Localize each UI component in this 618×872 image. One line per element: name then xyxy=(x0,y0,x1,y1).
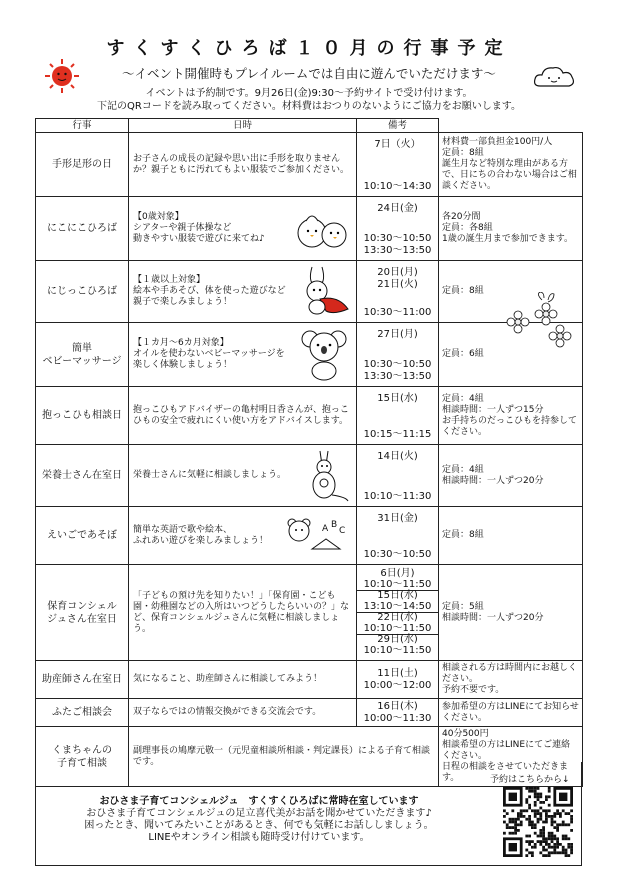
event-date: 14日(火) xyxy=(377,451,418,462)
event-description: 絵本や手あそび、体を使った遊びなど 親子で楽しみましょう！ xyxy=(133,286,286,307)
event-name: 簡単 ベビーマッサージ xyxy=(36,323,129,387)
footer-line-1: おひさま子育てコンシェルジュの足立喜代美がお話を聞かせていただきます♪ xyxy=(86,808,432,819)
event-description: お子さんの成長の記録や思い出に手形を取りませんか？親子ともに汚れてもよい服装でご参加ください。 xyxy=(133,153,350,175)
event-date: 31日(金) xyxy=(377,513,418,524)
svg-text:B: B xyxy=(331,520,338,530)
event-notes: 定員：8組 xyxy=(439,507,583,565)
event-datetime xyxy=(357,445,439,507)
event-time: 10:30～11:00 xyxy=(363,307,432,318)
event-name: にじっこひろば xyxy=(36,261,129,323)
event-name: 助産師さん在室日 xyxy=(36,661,129,699)
date-slot: 22日(水) 10:10～11:50 xyxy=(357,613,438,635)
page-subtitle: ～イベント開催時もプレイルームでは自由に遊んでいただけます～ xyxy=(122,66,496,81)
event-notes: 定員：4組 相談時間：一人ずつ15分 お手持ちのだっこひもを持参してください。 xyxy=(439,387,583,445)
event-date: 20日(月) 21日(火) xyxy=(377,267,418,290)
event-datetime xyxy=(357,565,439,661)
event-datetime xyxy=(357,507,439,565)
event-row-nikoniko xyxy=(36,197,583,261)
event-date: 16日(木) xyxy=(377,700,418,712)
event-date: 24日(金) xyxy=(377,203,418,214)
event-date: 11日(土) xyxy=(377,667,418,679)
header-notes: 備考 xyxy=(357,119,439,133)
event-description-cell xyxy=(129,699,357,727)
event-name: 栄養士さん在室日 xyxy=(36,445,129,507)
event-row-handprint xyxy=(36,133,583,197)
event-name: くまちゃんの 子育て相談 xyxy=(36,727,129,787)
event-notes: 定員：8組 xyxy=(439,261,583,323)
event-description: 「子どもの預け先を知りたい！」「保育園・こども園・幼稚園などの入所はいつどうしたらいいの？」など、保育コンシェルジュさんに気軽に相談しましょう。 xyxy=(133,590,350,634)
event-time: 10:10～14:30 xyxy=(363,181,432,192)
event-description-cell xyxy=(129,445,357,507)
event-name: にこにこひろば xyxy=(36,197,129,261)
event-description-cell xyxy=(129,197,357,261)
schedule-table xyxy=(35,118,583,787)
event-description-cell xyxy=(129,565,357,661)
event-description-cell xyxy=(129,387,357,445)
event-target-tag: 【0歳対象】 xyxy=(133,212,184,222)
event-datetime xyxy=(357,387,439,445)
date-slot: 15日(水) 13:10～14:50 xyxy=(357,591,438,613)
event-time: 10:00～12:00 xyxy=(363,679,432,691)
event-row-twins xyxy=(36,699,583,727)
footer-line-2: 困ったとき、聞いてみたいことがあるとき、何でも気軽にお話ししましょう。 xyxy=(84,820,434,831)
table-header-row xyxy=(36,119,583,133)
date-slot: 29日(水) 10:10～11:50 xyxy=(363,634,432,656)
event-name: えいごであそぼ xyxy=(36,507,129,565)
event-description: 気になること、助産師さんに相談してみよう！ xyxy=(133,674,323,684)
footer-line-3: LINEやオンライン相談も随時受け付けています。 xyxy=(148,832,370,843)
qr-label: 予約はこちらから↓ xyxy=(490,775,570,785)
event-description: 副理事長の鳩摩元敬一（元児童相談所相談・判定課長）による子育て相談です。 xyxy=(133,745,431,767)
date-slot: 6日(月) 10:10～11:50 xyxy=(357,569,438,591)
header-event: 行事 xyxy=(36,119,129,133)
event-row-nutritionist xyxy=(36,445,583,507)
event-description-cell xyxy=(129,507,357,565)
event-datetime xyxy=(357,323,439,387)
event-time: 10:30～10:50 xyxy=(363,549,432,560)
notice-line-1: イベントは予約制です。9月26日(金)9:30～予約サイトで受け付けます。 xyxy=(145,88,473,99)
event-row-nijikko xyxy=(36,261,583,323)
event-time: 10:30～10:50 13:30～13:50 xyxy=(363,359,432,382)
event-row-midwife xyxy=(36,661,583,699)
event-description: 双子ならではの情報交換ができる交流会です。 xyxy=(133,707,322,717)
page-title: すくすくひろば１０月の行事予定 xyxy=(106,38,512,59)
event-notes: 相談される方は時間内にお越しください。 予約不要です。 xyxy=(439,661,583,699)
event-name: 手形足形の日 xyxy=(36,133,129,197)
event-notes: 参加希望の方はLINEにてお知らせください。 xyxy=(439,699,583,727)
svg-text:A: A xyxy=(322,524,329,534)
event-date: 27日(月) xyxy=(377,329,418,340)
event-time: 10:10～11:30 xyxy=(363,491,432,502)
event-row-dakkohimo xyxy=(36,387,583,445)
event-description-cell xyxy=(129,661,357,699)
event-datetime xyxy=(357,661,439,699)
event-notes: 材料費一部負担金100円/人 定員：8組 誕生月など特別な理由がある方で、日にちの合わない場合はご相談ください。 xyxy=(439,133,583,197)
event-notes: 定員：4組 相談時間：一人ずつ20分 xyxy=(439,445,583,507)
event-time: 10:30～10:50 13:30～13:50 xyxy=(363,233,432,256)
event-notes: 定員：5組 相談時間：一人ずつ20分 xyxy=(439,565,583,661)
event-datetime xyxy=(357,133,439,197)
event-description: 抱っこひもアドバイザーの亀村明日香さんが、抱っこひもの安全で疲れにくい使い方をアドバイスします。 xyxy=(133,404,349,426)
event-target-tag: 【１カ月～6カ月対象】 xyxy=(133,338,229,348)
event-row-hoiku-concierge xyxy=(36,565,583,661)
cloud-icon xyxy=(532,64,576,90)
header-datetime: 日時 xyxy=(129,119,357,133)
event-target-tag: 【１歳以上対象】 xyxy=(133,275,206,285)
event-description: 簡単な英語で歌や絵本、 ふれあい遊びを楽しみましょう！ xyxy=(133,524,269,546)
svg-text:C: C xyxy=(339,526,346,536)
flowers-illustration xyxy=(498,292,578,352)
event-description: シアターや親子体操など 動きやすい服装で遊びに来てね♪ xyxy=(133,223,265,244)
notice-line-2: 下記のQRコードを読み取ってください。材料費はおつりのないようにご協力をお願いします。 xyxy=(97,101,521,112)
qr-code[interactable] xyxy=(503,787,573,857)
event-datetime xyxy=(357,699,439,727)
event-date: 15日(水) xyxy=(377,393,418,404)
event-date: 7日（火） xyxy=(374,139,421,150)
event-notes: 各20分間 定員：各8組 1歳の誕生月まで参加できます。 xyxy=(439,197,583,261)
event-description-cell xyxy=(129,133,357,197)
event-datetime xyxy=(357,197,439,261)
event-description: オイルを使わないベビーマッサージを 楽しく体験しましょう！ xyxy=(133,349,285,370)
footer-heading: おひさま子育てコンシェルジュ すくすくひろばに常時在室しています xyxy=(99,796,419,807)
event-time: 10:00～11:30 xyxy=(363,712,432,724)
event-time: 10:15～11:15 xyxy=(363,429,432,440)
event-name: ふたご相談会 xyxy=(36,699,129,727)
footer-box xyxy=(35,762,582,866)
event-description-cell xyxy=(129,323,357,387)
event-row-english xyxy=(36,507,583,565)
event-datetime xyxy=(357,261,439,323)
event-name: 保育コンシェル ジュさん在室日 xyxy=(36,565,129,661)
event-name: 抱っこひも相談日 xyxy=(36,387,129,445)
event-notes: 40分500円 相談希望の方はLINEにてご連絡ください。 日程の相談をさせていただきます。 xyxy=(439,727,583,787)
event-description-cell xyxy=(129,261,357,323)
event-notes: 定員：6組 xyxy=(439,323,583,387)
event-description: 栄養士さんに気軽に相談しましょう。 xyxy=(133,470,287,480)
